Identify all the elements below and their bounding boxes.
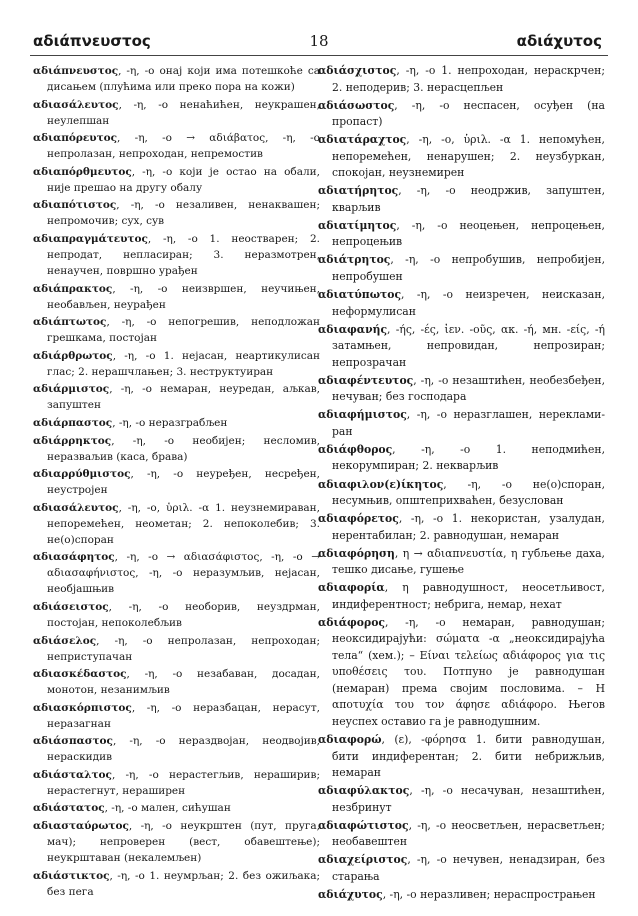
page-number: 18 [309, 32, 329, 50]
right-column [318, 63, 605, 908]
entry-definition: , -η, -ο мален, сићушан [104, 802, 231, 815]
entry-headword: αδιατύπωτος [318, 288, 402, 302]
entry-definition: , -η, -ο неоцењен, непроцењен, непроцењив [332, 218, 605, 249]
entry-headword: αδιατήρητος [318, 184, 399, 198]
entry-headword: αδιάρρηκτος [33, 434, 112, 447]
dictionary-entry [318, 252, 605, 285]
dictionary-entry [33, 314, 320, 346]
dictionary-entry [33, 466, 320, 498]
dictionary-entry [318, 580, 605, 613]
entry-definition: , -η, -ο, ὑριλ. -α 1. непомућен, непоремећен, ненарушен; 2. неузбуркан, спокојан, неузнемирен [332, 133, 605, 180]
entry-headword: αδιασταύρωτος [33, 820, 129, 833]
entry-headword: αδιαχείριστος [318, 853, 408, 867]
entry-headword: αδιάσελος [33, 634, 97, 647]
entry-headword: αδιαπόρευτος [33, 132, 118, 145]
entry-headword: αδιάρθρωτος [33, 349, 113, 362]
left-column [33, 63, 320, 908]
entry-definition: , -η, -ο неразливен; нераспрострањен [382, 887, 596, 901]
entry-definition: , η → αδιαπνευστία, η губљење даха, тешко дисање, гушење [332, 546, 605, 577]
dictionary-entry [318, 477, 605, 510]
entry-headword: αδιάφθορος [318, 442, 393, 456]
entry-definition: , -η, -ο непробушив, непробијен, непробушен [332, 253, 605, 283]
dictionary-entry [318, 887, 605, 904]
entry-headword: αδιασάφητος [33, 551, 115, 564]
entry-definition: , -η, -ο → αδιασάφιστος, -η, -ο → αδιασαφήνιστος, -η, -ο неразумљив, нејасан, необјашњив [47, 551, 320, 596]
entry-headword: αδιασάλευτος [33, 98, 119, 111]
entry-definition: , -η, -ο непогрешив, неподложан грешкама, постојан [47, 316, 320, 345]
entry-definition: , -η, -ο неосветљен, нерасветљен; необавештен [332, 818, 605, 849]
dictionary-entry [33, 197, 320, 229]
entry-headword: αδιάρμιστος [33, 383, 110, 396]
entry-definition: , -η, -ο нечувен, ненадзиран, без старања [332, 853, 605, 883]
entry-definition: , -η, -ο не(о)споран, несумњив, општеприхваћен, безуслован [332, 477, 605, 508]
entry-headword: αδιάρπαστος [33, 416, 113, 429]
dictionary-entry [318, 287, 605, 320]
dictionary-entry [318, 852, 605, 885]
entry-definition: , -η, -ο нераздвојан, неодвојив, нераскидив [47, 735, 320, 764]
entry-definition: , -η, -ο неукрштен (пут, пруга, мач); непроверен (вест, обавештење); неукрштаван (некалемљен) [47, 820, 320, 865]
dictionary-entry [33, 549, 320, 597]
dictionary-entry [33, 599, 320, 631]
dictionary-entry [318, 818, 605, 851]
entry-headword: αδιαφύλακτος [318, 784, 410, 798]
entry-headword: αδιαφέντευτος [318, 373, 414, 387]
dictionary-entry [318, 63, 605, 96]
entry-definition: , -η, -ο неразглашен, нерекламиран [332, 408, 605, 438]
dictionary-entry [33, 348, 320, 380]
dictionary-entry [33, 633, 320, 665]
entry-definition: , -η, -ο неодржив, запуштен, кварљив [332, 184, 605, 214]
dictionary-entry [33, 800, 320, 816]
dictionary-entry [318, 407, 605, 440]
dictionary-entry [33, 97, 320, 129]
entry-definition: , -ής, -ές, ἰεν. -οῦς, ακ. -ή, мн. -είς, -ή затамњен, непровидан, непрозиран; непрозрачан [332, 322, 605, 369]
entry-definition: , -η, -ο 1. неподмићен, некорумпиран; 2. некварљив [332, 442, 605, 473]
dictionary-entry [318, 442, 605, 475]
entry-headword: αδιαφώτιστος [318, 818, 409, 832]
entry-headword: αδιαφόρετος [318, 512, 399, 526]
dictionary-entry [33, 415, 320, 431]
entry-headword: αδιασκόρπιστος [33, 701, 132, 714]
entry-definition: , -η, -ο ненаћићен, неукрашен, неулепшан [47, 98, 320, 127]
dictionary-entry [318, 322, 605, 372]
dictionary-entry [33, 500, 320, 548]
entry-definition: , -η, -ο немаран, равнодушан; неоксидирајући: σώματα -α „неоксидирајућа тела“ (хем.); – Είναι τελείως αδιάφορος για τις υποθέσεις του. Потпуно је равнодушан (немаран) према својим пословима. – Η αποτυχία του τον άφησε αδιάφορο. Његов неуспех оставио га је равнодушним. [332, 615, 605, 728]
entry-headword: αδιαφήμιστος [318, 408, 407, 422]
dictionary-entry [318, 132, 605, 182]
entry-definition: , -η, -ο 1. некористан, узалудан, нерентабилан; 2. равнодушан, немаран [332, 512, 605, 542]
entry-headword: αδιάχυτος [318, 887, 383, 901]
dictionary-entry [33, 700, 320, 732]
entry-definition: , -η, -ο неизвршен, неучињен, необављен, неурађен [47, 282, 320, 311]
dictionary-entry [318, 98, 605, 131]
entry-definition: , -η, -ο непролазан, непроходан; неприступачан [47, 634, 320, 663]
dictionary-entry [318, 732, 605, 782]
entry-definition: , -η, -ο 1. непроходан, нераскрчен; 2. неподерив; 3. нерасцепљен [332, 64, 605, 94]
entry-definition: , η равнодушност, неосетљивост, индиферентност; небрига, немар, нехат [332, 581, 605, 611]
dictionary-entry [33, 818, 320, 866]
entry-headword: αδιατίμητος [318, 218, 397, 232]
entry-headword: αδιάσωστος [318, 98, 395, 112]
entry-definition: , -η, -ο необорив, неуздрман, постојан, непоколебљив [47, 600, 320, 629]
entry-headword: αδιάπρακτος [33, 282, 113, 295]
entry-definition: , (ε), -φόρησα 1. бити равнодушан, бити индиферентан; 2. бити небрижљив, немаран [332, 733, 605, 779]
dictionary-entry [318, 546, 605, 579]
entry-definition: , -η, -ο неразбацан, нерасут, неразагнан [47, 701, 320, 730]
entry-headword: αδιαφορώ [318, 733, 382, 746]
entry-definition: , -η, -ο незаштићен, необезбеђен, нечуван; без господара [332, 373, 605, 404]
dictionary-entry [33, 231, 320, 279]
entry-headword: αδιάφορος [318, 615, 385, 629]
entry-definition: , -η, -ο онај који има потешкоће са дисањем (плућима или преко пора на кожи) [47, 65, 320, 93]
entry-headword: αδιαφανής [318, 322, 388, 336]
entry-headword: αδιαφόρηση [318, 546, 395, 560]
dictionary-entry [33, 281, 320, 313]
dictionary-entry [33, 130, 320, 162]
dictionary-entry [33, 164, 320, 196]
entry-headword: αδιαφορία [318, 581, 385, 595]
entry-headword: αδιαπόρθμευτος [33, 165, 132, 178]
entry-headword: αδιάσταλτος [33, 768, 112, 781]
entry-definition: , -η, -ο 1. неостварен; 2. непродат, непласиран; 3. неразмотрен, ненаучен, површно урађен [47, 232, 320, 277]
entry-headword: αδιαπότιστος [33, 199, 117, 212]
entry-definition: , -η, -ο 1. неумрљан; 2. без ожиљака; без пега [47, 869, 320, 898]
dictionary-entry [33, 63, 320, 95]
entry-definition: , -η, -ο несачуван, незаштићен, незбринут [332, 784, 605, 814]
dictionary-entry [33, 433, 320, 465]
entry-headword: αδιάπτωτος [33, 316, 107, 329]
entry-headword: αδιαπραγμάτευτος [33, 232, 148, 245]
entry-definition: , -η, -ο нерастегљив, нераширив; нерастегнут, нераширен [47, 768, 320, 797]
entry-definition: , -η, -ο, ὑριλ. -α 1. неузнемираван, непоремећен, неометан; 2. непоколебив; 3. не(о)споран [47, 501, 320, 546]
entry-headword: αδιαφιλον(ε)ίκητος [318, 477, 444, 491]
entry-headword: αδιατάραχτος [318, 133, 407, 147]
entry-definition: , -η, -ο неспасен, осуђен (на пропаст) [332, 98, 605, 129]
dictionary-entry [318, 783, 605, 816]
dictionary-entry [33, 381, 320, 413]
entry-definition: , -η, -ο незабаван, досадан, монотон, незанимљив [47, 668, 320, 697]
entry-definition: , -η, -ο 1. нејасан, неартикулисан глас; 2. нерашчлањен; 3. неструктуиран [47, 349, 320, 378]
entry-headword: αδιασκέδαστος [33, 668, 127, 681]
dictionary-entry [33, 767, 320, 799]
entry-headword: αδιάσχιστος [318, 64, 397, 77]
right-guide-word: αδιάχυτος [516, 32, 602, 50]
entry-definition: , -η, -ο неуређен, несређен, неустројен [47, 468, 320, 497]
entry-headword: αδιάπνευστος [33, 65, 119, 77]
entry-headword: αδιαρρύθμιστος [33, 468, 131, 481]
entry-definition: , -η, -ο који је остао на обали, није прешао на другу обалу [47, 165, 320, 194]
entry-headword: αδιάσειστος [33, 600, 109, 613]
entry-definition: , -η, -ο незаливен, ненаквашен; непромочив; сух, сув [47, 199, 320, 228]
entry-headword: αδιάστικτος [33, 869, 110, 882]
dictionary-entry [318, 615, 605, 731]
dictionary-entry [318, 183, 605, 216]
entry-headword: αδιασάλευτος [33, 501, 119, 514]
header-rule [30, 55, 608, 56]
entry-headword: αδιάστατος [33, 802, 105, 815]
dictionary-entry [33, 868, 320, 900]
dictionary-entry [318, 373, 605, 406]
entry-headword: αδιάτρητος [318, 253, 391, 267]
entry-headword: αδιάσπαστος [33, 735, 113, 748]
entry-definition: , -η, -ο немаран, неуредан, аљкав, запуштен [47, 383, 320, 412]
entry-definition: , -η, -ο → αδιάβατος, -η, -ο непролазан, непроходан, непремостив [47, 132, 320, 161]
entry-definition: , -η, -ο неизречен, неисказан, неформулисан [332, 288, 605, 318]
entry-definition: , -η, -ο необијен; несломив, неразваљив (каса, брава) [47, 434, 320, 463]
entry-definition: , -η, -ο неразграбљен [112, 416, 228, 429]
dictionary-entry [318, 218, 605, 251]
left-guide-word: αδιάπνευστος [33, 32, 151, 50]
dictionary-entry [33, 666, 320, 698]
dictionary-entry [33, 733, 320, 765]
dictionary-entry [318, 511, 605, 544]
